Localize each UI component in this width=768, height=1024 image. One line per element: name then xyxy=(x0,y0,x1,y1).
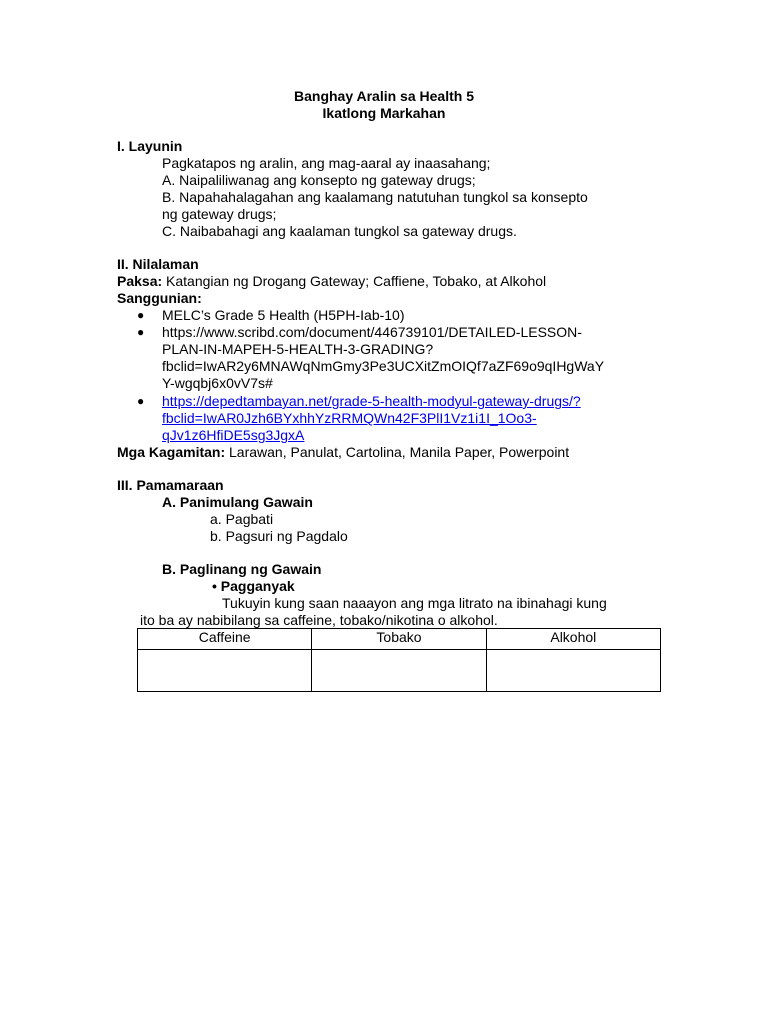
kagamitan-label: Mga Kagamitan: xyxy=(117,444,226,460)
reference-url-line: https://www.scribd.com/document/446739101/DETAILED-LESSON- xyxy=(162,324,582,340)
instruction-line: Tukuyin kung saan naaayon ang mga litrato na ibinahagi kung xyxy=(222,595,607,611)
table-header-alkohol: Alkohol xyxy=(486,629,660,650)
kagamitan-value: Larawan, Panulat, Cartolina, Manila Paper, Powerpoint xyxy=(225,444,570,460)
reference-url-line: PLAN-IN-MAPEH-5-HEALTH-3-GRADING? xyxy=(162,341,434,357)
table-cell-alkohol[interactable] xyxy=(486,650,660,692)
instruction-line: ito ba ay nabibilang sa caffeine, tobako/nikotina o alkohol. xyxy=(140,612,498,628)
layunin-item-c: C. Naibabahagi ang kaalaman tungkol sa gateway drugs. xyxy=(162,223,517,239)
reference-link[interactable]: fbclid=IwAR0Jzh6BYxhhYzRRMQWn42F3PlI1Vz1i1I_1Oo3- xyxy=(162,410,537,426)
layunin-item-a: A. Naipaliliwanag ang konsepto ng gateway drugs; xyxy=(162,172,476,188)
section-heading-pamamaraan: III. Pamamaraan xyxy=(117,477,224,493)
bullet-icon: ● xyxy=(137,325,145,339)
table-header-caffeine: Caffeine xyxy=(138,629,312,650)
table-header-tobako: Tobako xyxy=(312,629,486,650)
section-heading-nilalaman: II. Nilalaman xyxy=(117,256,199,272)
reference-link[interactable]: https://depedtambayan.net/grade-5-health-modyul-gateway-drugs/? xyxy=(162,393,581,409)
table-cell-caffeine[interactable] xyxy=(138,650,312,692)
kagamitan-line xyxy=(117,444,569,461)
table-row xyxy=(138,650,661,692)
paksa-value: Katangian ng Drogang Gateway; Caffiene, Tobako, at Alkohol xyxy=(162,273,547,289)
subsection-heading-b: B. Paglinang ng Gawain xyxy=(162,561,322,577)
layunin-item-b: B. Napahahalagahan ang kaalamang natutuhan tungkol sa konsepto xyxy=(162,189,588,205)
paksa-line xyxy=(117,273,546,290)
reference-item: MELC’s Grade 5 Health (H5PH-Iab-10) xyxy=(162,307,405,323)
panimula-item: a. Pagbati xyxy=(210,511,274,527)
table-cell-tobako[interactable] xyxy=(312,650,486,692)
table-header-row xyxy=(138,629,661,650)
document-title: Banghay Aralin sa Health 5 xyxy=(294,88,474,104)
reference-url-line: Y-wgqbj6x0vV7s# xyxy=(162,375,273,391)
subsection-heading-a: A. Panimulang Gawain xyxy=(162,494,313,510)
bullet-icon: ● xyxy=(137,394,145,408)
panimula-item: b. Pagsuri ng Pagdalo xyxy=(210,528,348,544)
layunin-item-b-cont: ng gateway drugs; xyxy=(162,206,277,222)
layunin-intro: Pagkatapos ng aralin, ang mag-aaral ay inaasahang; xyxy=(162,155,491,171)
paksa-label: Paksa: xyxy=(117,273,163,289)
document-subtitle: Ikatlong Markahan xyxy=(322,105,446,121)
classification-table xyxy=(137,628,661,692)
reference-url-line: fbclid=IwAR2y6MNAWqNmGmy3Pe3UCXitZmOIQf7aZF69o9qIHgWaY xyxy=(162,358,605,374)
reference-link[interactable]: qJv1z6HfiDE5sg3JgxA xyxy=(162,427,305,443)
pagganyak-label: • Pagganyak xyxy=(212,578,295,594)
sanggunian-label: Sanggunian: xyxy=(117,290,202,306)
section-heading-layunin: I. Layunin xyxy=(117,138,183,154)
bullet-icon: ● xyxy=(137,308,145,322)
